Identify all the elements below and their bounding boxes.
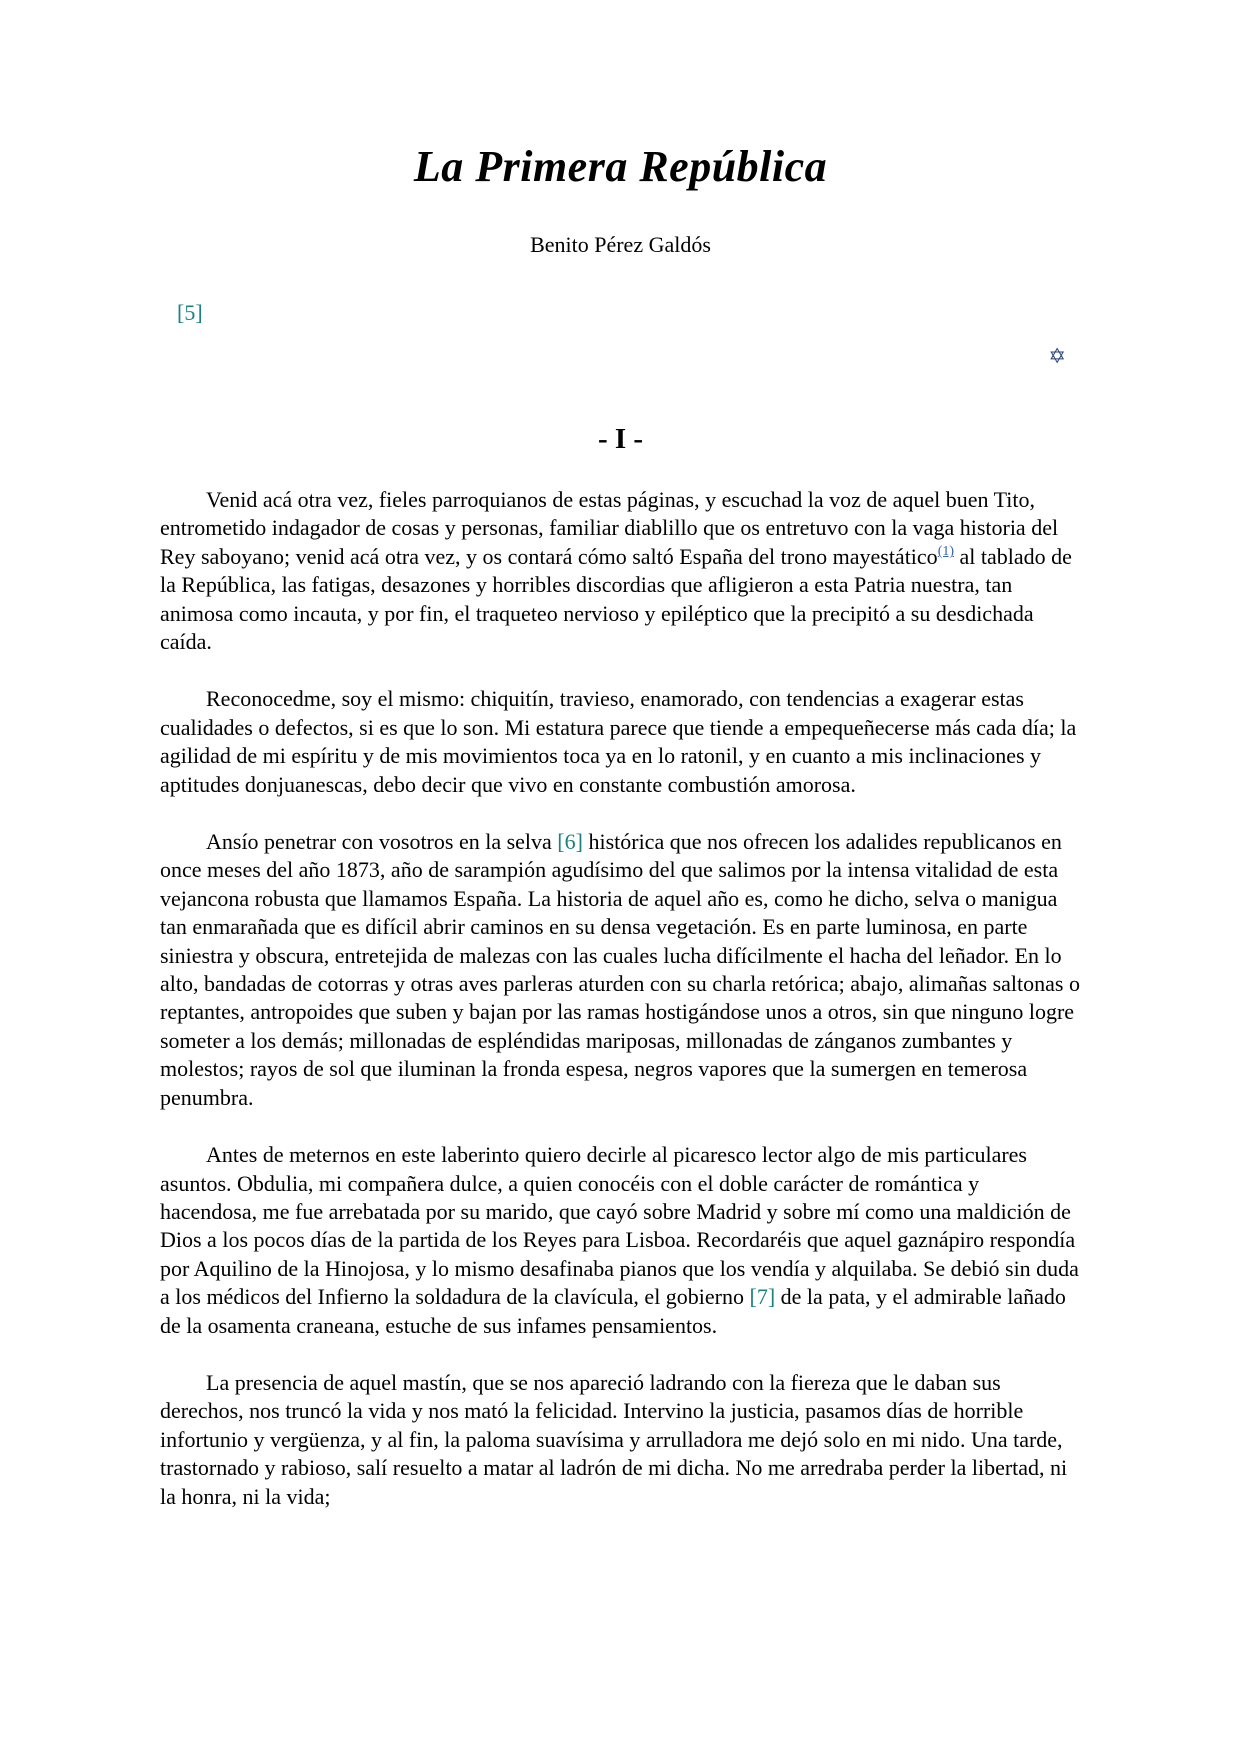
- paragraph: [160, 828, 1081, 1112]
- paragraph-text: La presencia de aquel mastín, que se nos apareció ladrando con la fiereza que le daban sus derechos, nos truncó la vida y nos mató la felicidad. Intervino la justicia, pasamos días de horrible infortunio y vergüenza, y al fin, la paloma suavísima y arrulladora me dejó solo en mi nido. Una tarde, trastornado y rabioso, salí resuelto a matar al ladrón de mi dicha. No me arredraba perder la libertad, ni la honra, ni la vida;: [160, 1369, 1068, 1509]
- paragraph: [160, 1369, 1081, 1511]
- paragraph: [160, 486, 1081, 656]
- book-title: La Primera República: [413, 142, 828, 191]
- footnote-superscript: [938, 539, 954, 559]
- paragraph-text: histórica que nos ofrecen los adalides republicanos en once meses del año 1873, año de sarampión agudísimo del que salimos por la intensa vitalidad de esta vejancona robusta que llamamos España. La historia de aquel año es, como he dicho, selva o manigua tan enmarañada que es difícil abrir caminos en su densa vegetación. Es en parte luminosa, en parte siniestra y obscura, entretejida de malezas con las cuales lucha difícilmente el hacha del leñador. En lo alto, bandadas de cotorras y otras aves parleras aturden con su charla retórica; abajo, alimañas saltonas o reptantes, antropoides que suben y bajan por las ramas hostigándose unos a otros, sin que ninguno logre someter a los demás; millonadas de espléndidas mariposas, millonadas de zánganos zumbantes y molestos; rayos de sol que iluminan la fronda espesa, negros vapores que la sumergen en temerosa penumbra.: [160, 829, 1080, 1110]
- page-marker-line: [160, 299, 1081, 327]
- star-of-david-icon: ✡: [1048, 344, 1066, 369]
- chapter-heading: - I -: [597, 423, 644, 456]
- star-line: [160, 343, 1081, 370]
- page-number-marker: [7]: [749, 1284, 776, 1310]
- paragraph-text: de la pata, y el admirable lañado de la osamenta craneana, estuche de sus infames pensamientos.: [160, 1284, 1066, 1338]
- paragraph-text: Venid acá otra vez, fieles parroquianos de estas páginas, y escuchad la voz de aquel buen Tito, entrometido indagador de cosas y personas, familiar diablillo que os entretuvo con la vaga historia del Rey saboyano; venid acá otra vez, y os contará cómo saltó España del trono mayestático: [160, 486, 1059, 569]
- paragraph: [160, 685, 1081, 799]
- chapter-body: [160, 486, 1081, 1511]
- author-name: Benito Pérez Galdós: [530, 232, 711, 258]
- footnote-link-1[interactable]: (1): [937, 544, 955, 560]
- page-number-marker: [6]: [557, 829, 583, 855]
- paragraph-text: Antes de meternos en este laberinto quiero decirle al picaresco lector algo de mis particulares asuntos. Obdulia, mi compañera dulce, a quien conocéis con el doble carácter de romántica y hacendosa, me fue arrebatada por su marido, que cayó sobre Madrid y sobre mí como una maldición de Dios a los pocos días de la partida de los Reyes para Lisboa. Recordaréis que aquel gaznápiro respondía por Aquilino de la Hinojosa, y lo mismo desafinaba pianos que los vendía y alquilaba. Se debió sin duda a los médicos del Infierno la soldadura de la clavícula, el gobierno: [160, 1142, 1079, 1310]
- paragraph: [160, 1141, 1081, 1340]
- page-number-marker-5: [5]: [177, 300, 203, 326]
- paragraph-text: al tablado de la República, las fatigas, desazones y horribles discordias que afligieron a esta Patria nuestra, tan animosa como incauta, y por fin, el traqueteo nervioso y epiléptico que la precipitó a su desdichada caída.: [160, 543, 1072, 655]
- paragraph-text: Reconocedme, soy el mismo: chiquitín, travieso, enamorado, con tendencias a exagerar estas cualidades o defectos, si es que lo son. Mi estatura parece que tiende a empequeñecerse más cada día; la agilidad de mi espíritu y de mis movimientos toca ya en lo ratonil, y en cuanto a mis inclinaciones y aptitudes donjuanescas, debo decir que vivo en constante combustión amorosa.: [160, 686, 1077, 797]
- paragraph-text: Ansío penetrar con vosotros en la selva: [206, 829, 558, 855]
